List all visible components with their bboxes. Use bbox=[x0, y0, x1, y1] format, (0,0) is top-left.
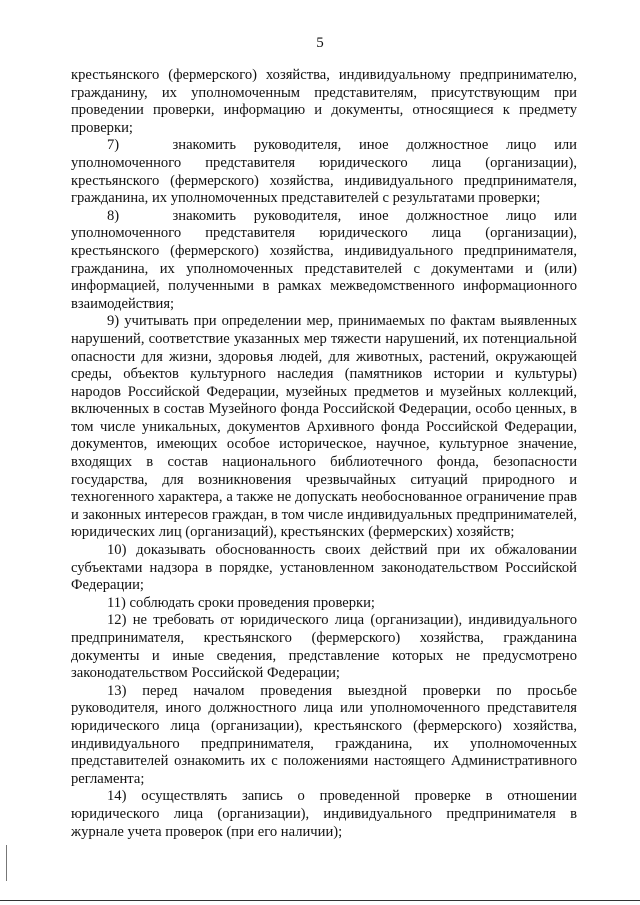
paragraph-item-10: 10) доказывать обоснованность своих действий при их обжаловании субъектами надзора в порядке, установленном законодательством Российской Федерации; bbox=[71, 542, 577, 594]
paragraph-item-13: 13) перед началом проведения выездной проверки по просьбе руководителя, иного должностного лица или уполномоченного представителя юридического лица (организации), крестьянского (фермерского) хозяйства, индивидуального предпринимателя, гражданина, их уполномоченных представителей ознакомить их с положениями настоящего Административного регламента; bbox=[71, 682, 577, 787]
page-number: 5 bbox=[316, 35, 324, 51]
paragraph-continuation: крестьянского (фермерского) хозяйства, индивидуальному предпринимателю, гражданину, их уполномоченным представителям, присутствующим при проведении проверки, информацию и документы, относящиеся к предмету проверки; bbox=[71, 67, 577, 136]
paragraph-item-7: 7) знакомить руководителя, иное должностное лицо или уполномоченного представителя юридического лица (организации), крестьянского (фермерского) хозяйства, индивидуального предпринимателя, гражданина, их уполномоченных представителей с результатами проверки; bbox=[71, 137, 577, 207]
document-body bbox=[71, 67, 577, 841]
scan-edge-mark bbox=[6, 845, 7, 881]
paragraph-item-9: 9) учитывать при определении мер, принимаемых по фактам выявленных нарушений, соответствие указанных мер тяжести нарушений, их потенциальной опасности для жизни, здоровья людей, для животных, растений, окружающей среды, объектов культурного наследия (памятников истории и культуры) народов Российской Федерации, музейных предметов и музейных коллекций, включенных в состав Музейного фонда Российской Федерации, особо ценных, в том числе уникальных, документов Архивного фонда Российской Федерации, документов, имеющих особое историческое, научное, культурное значение, входящих в состав национального библиотечного фонда, безопасности государства, для возникновения чрезвычайных ситуаций природного и техногенного характера, а также не допускать необоснованное ограничение прав и законных интересов граждан, в том числе индивидуальных предпринимателей, юридических лиц (организаций), крестьянских (фермерских) хозяйств; bbox=[71, 313, 577, 541]
paragraph-item-8: 8) знакомить руководителя, иное должностное лицо или уполномоченного представителя юридического лица (организации), крестьянского (фермерского) хозяйства, индивидуального предпринимателя, гражданина, их уполномоченных представителей с документами и (или) информацией, полученными в рамках межведомственного информационного взаимодействия; bbox=[71, 207, 577, 312]
paragraph-item-11: 11) соблюдать сроки проведения проверки; bbox=[107, 594, 375, 611]
scan-bottom-rule bbox=[0, 900, 640, 901]
paragraph-item-14: 14) осуществлять запись о проведенной проверке в отношении юридического лица (организации), индивидуального предпринимателя в журнале учета проверок (при его наличии); bbox=[71, 788, 577, 840]
paragraph-item-12: 12) не требовать от юридического лица (организации), индивидуального предпринимателя, крестьянского (фермерского) хозяйства, гражданина документы и иные сведения, представление которых не предусмотрено законодательством Российской Федерации; bbox=[71, 612, 577, 682]
